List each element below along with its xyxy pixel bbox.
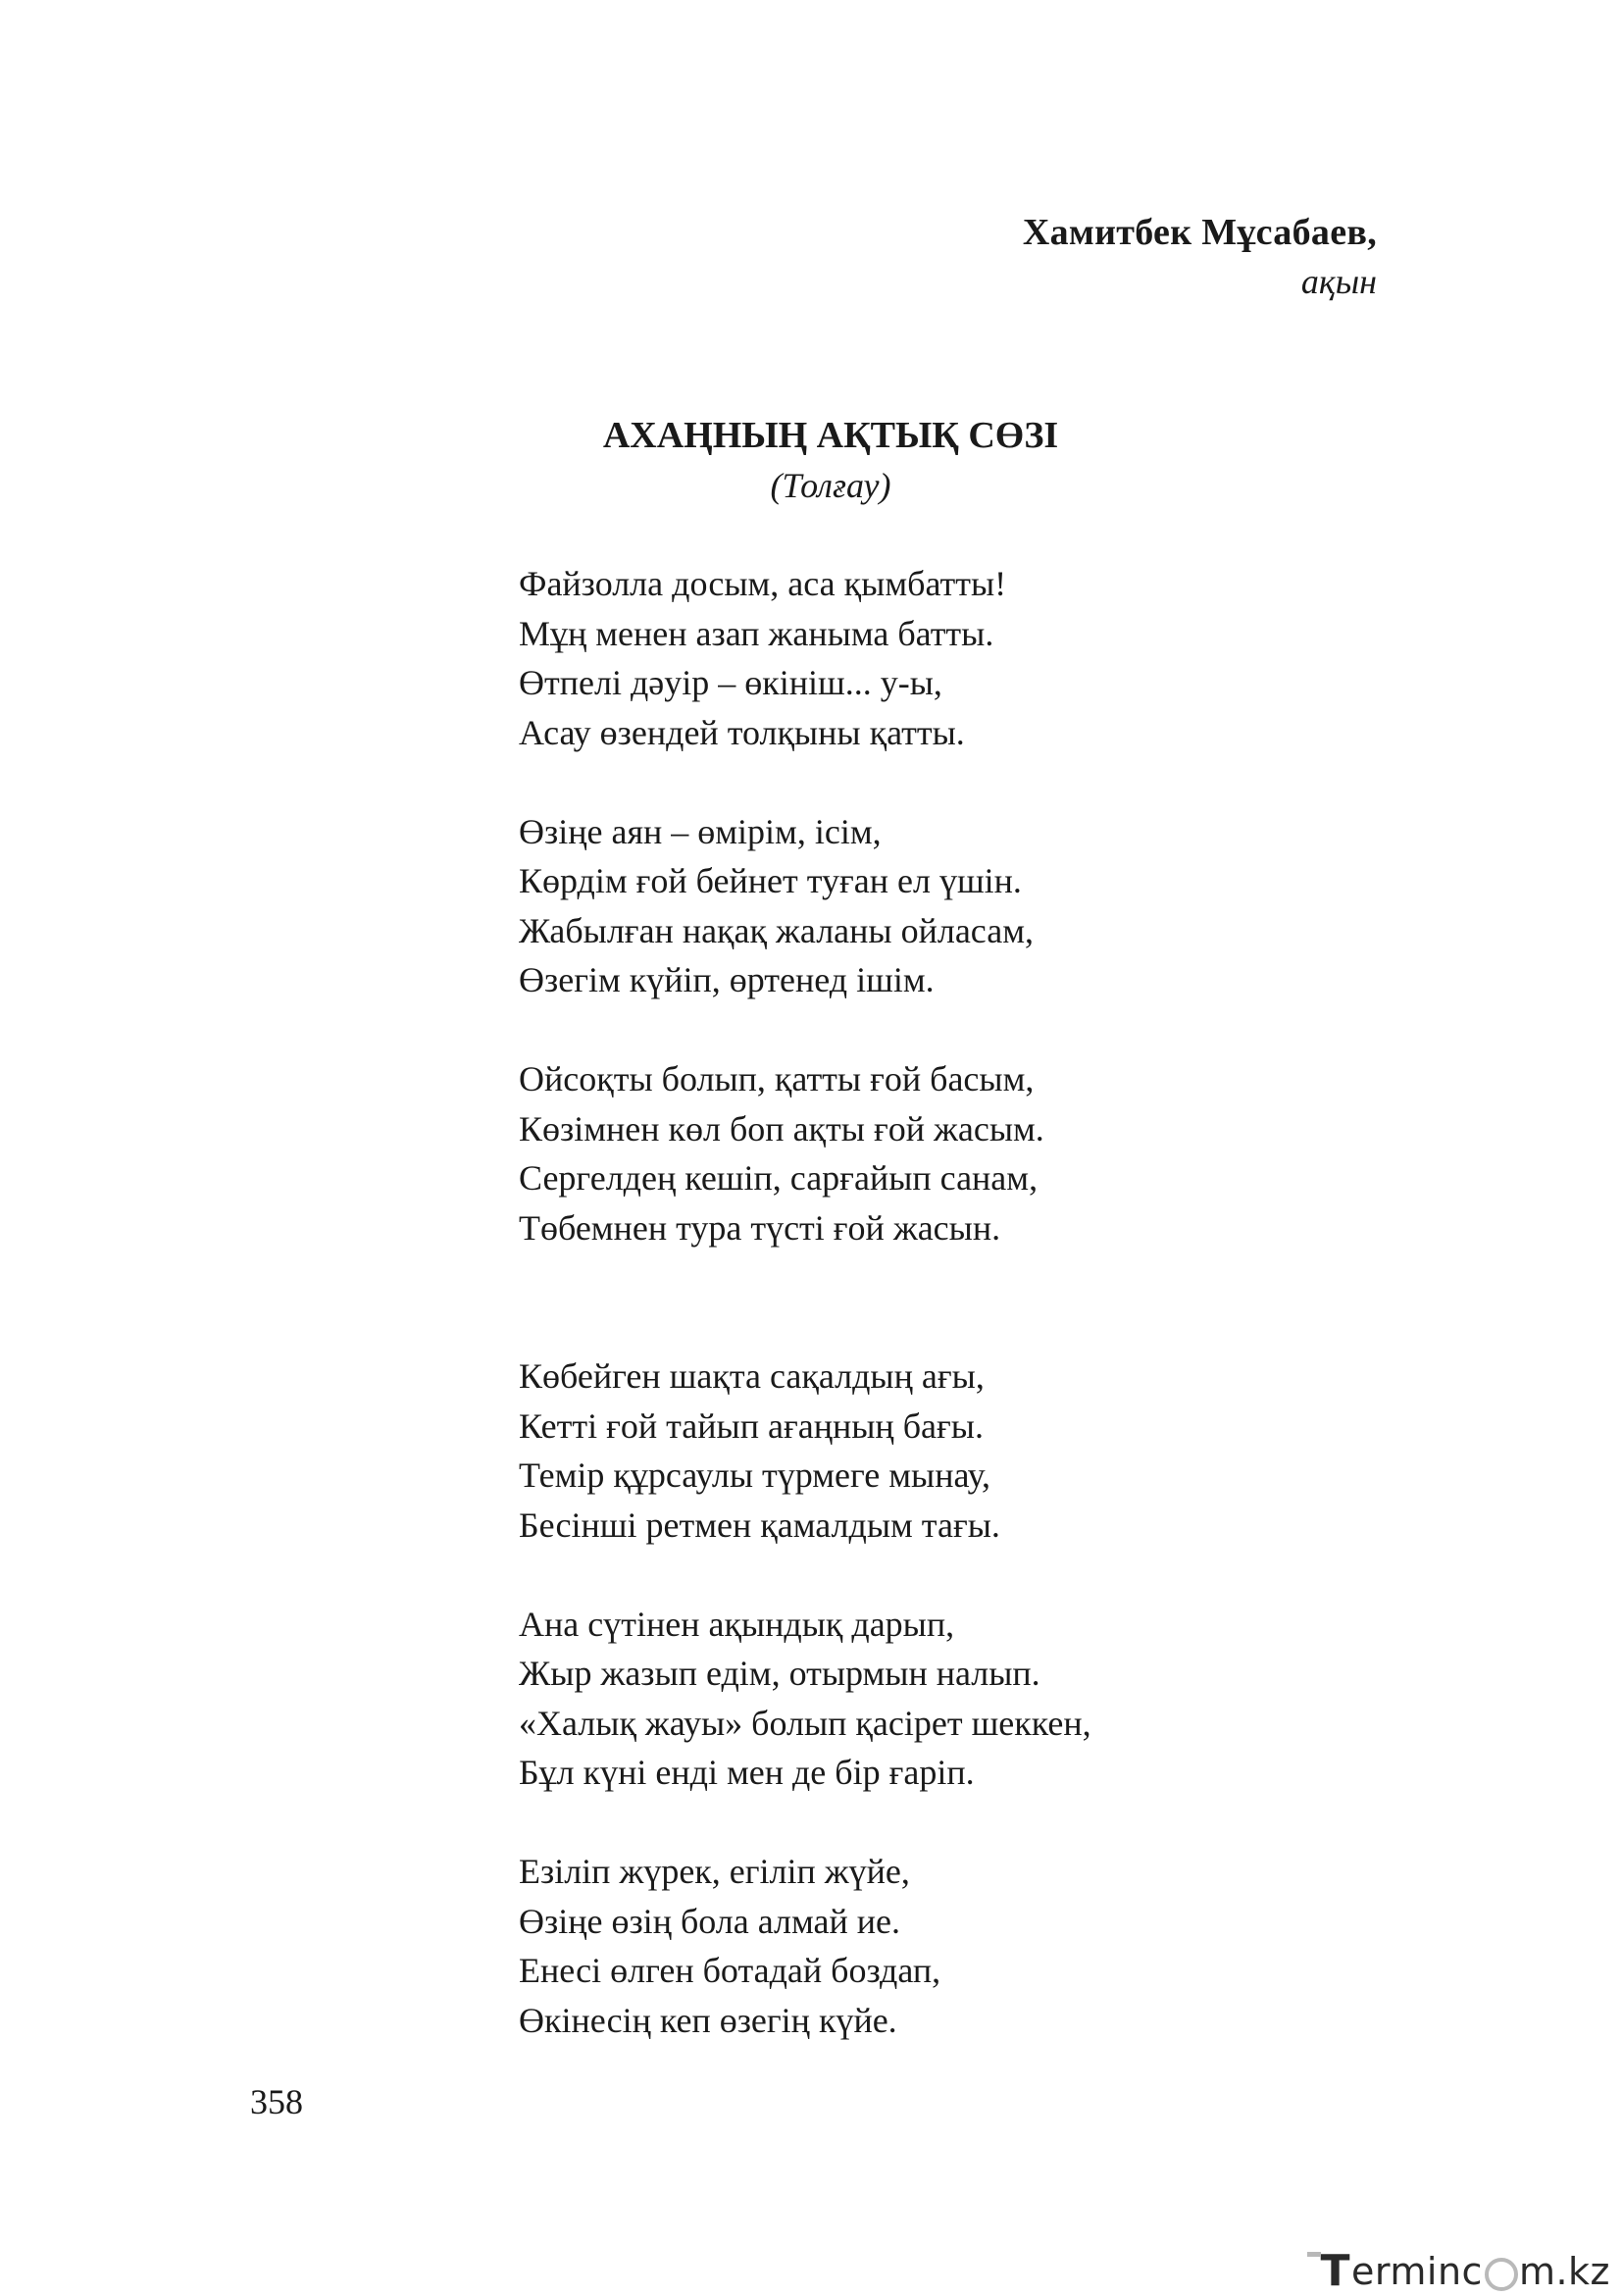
logo-letter-t: T [1320, 2246, 1351, 2296]
termincom-logo [1321, 2246, 1610, 2296]
stanza [519, 1600, 1401, 1798]
poem-line: Бұл күні енді мен де бір ғаріп. [519, 1753, 975, 1792]
poem-line: Өкінесің кеп өзегің күйе. [519, 2000, 897, 2040]
poem-line: Көзімнен көл боп ақты ғой жасым. [519, 1108, 1044, 1148]
poem-line: «Халық жауы» болып қасірет шеккен, [519, 1703, 1091, 1743]
poem-line: Темір құрсаулы түрмеге мынау, [519, 1455, 991, 1495]
stanza [519, 1054, 1401, 1252]
poem-line: Файзолла досым, аса қымбатты! [519, 564, 1007, 603]
stanza [519, 807, 1401, 1005]
poem-line: Көбейген шақта сақалдың ағы, [519, 1356, 985, 1396]
poem-line: Сергелдең кешіп, сарғайып санам, [519, 1158, 1039, 1198]
stanza [519, 1352, 1401, 1550]
page-number: 358 [250, 2082, 303, 2121]
poem-line: Көрдім ғой бейнет туған ел үшін. [519, 861, 1022, 900]
poem-line: Өтпелі дәуір – өкініш... у-ы, [519, 663, 942, 702]
poem-line: Ана сүтінен ақындық дарып, [519, 1604, 955, 1644]
stanza [519, 559, 1401, 757]
poem-line: Езіліп жүрек, егіліп жүйе, [519, 1852, 910, 1891]
poem-line: Өзіңе аян – өмірім, ісім, [519, 811, 882, 851]
author-name: Хамитбек Мұсабаев, [1022, 212, 1377, 253]
poem-line: Өзіңе өзің бола алмай ие. [519, 1901, 901, 1941]
poem-line: Жабылған нақақ жаланы ойласам, [519, 910, 1034, 950]
poem-line: Кетті ғой тайып ағаңның бағы. [519, 1405, 984, 1446]
poem-line: Жыр жазып едім, отырмын налып. [519, 1654, 1040, 1693]
poem-title: АХАҢНЫҢ АҚТЫҚ СӨЗІ [602, 415, 1059, 456]
poem-heading [0, 410, 1622, 510]
poem-line: Ойсоқты болып, қатты ғой басым, [519, 1059, 1035, 1098]
poem-line: Мұң менен азап жаныма батты. [519, 613, 994, 653]
poem-line: Бесінші ретмен қамалдым тағы. [519, 1505, 1000, 1545]
stanza [519, 1847, 1401, 2045]
logo-text-start: erminc [1351, 2249, 1483, 2293]
magnifier-icon [1485, 2258, 1518, 2291]
poem-line: Асау өзендей толқыны қатты. [519, 712, 965, 752]
logo-text-end: m.kz [1518, 2249, 1610, 2293]
author-role: ақын [1300, 262, 1377, 301]
poem-line: Өзегім күйіп, өртенед ішім. [519, 960, 935, 999]
poem-body [519, 559, 1401, 2045]
author-block [1023, 208, 1377, 306]
poem-line: Төбемнен тура түсті ғой жасын. [519, 1207, 1001, 1248]
poem-line: Енесі өлген ботадай боздап, [519, 1951, 941, 1990]
poem-subtitle: (Толғау) [770, 466, 891, 505]
